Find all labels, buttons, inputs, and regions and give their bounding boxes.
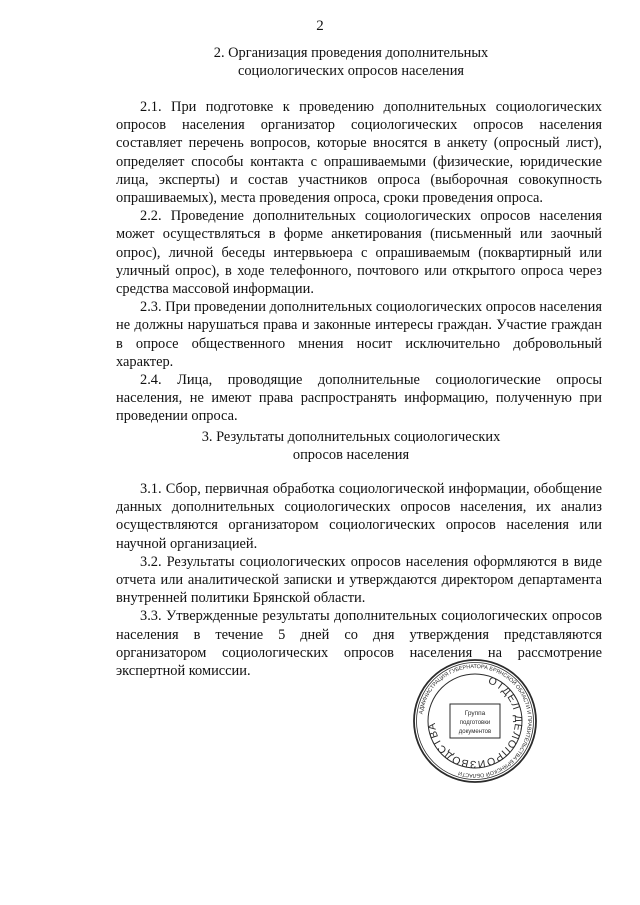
- section-3-title-line-1: 3. Результаты дополнительных социологических: [201, 429, 501, 445]
- paragraph-3-1: 3.1. Сбор, первичная обработка социологической информации, обобщение данных дополнительных социологических опросов населения, их анализ осуществляются организатором социологических опросов населения или научной организацией.: [116, 481, 602, 552]
- stamp-outer-text: АДМИНИСТРАЦИЯ ГУБЕРНАТОРА БРЯНСКОЙ ОБЛАСТИ И ПРАВИТЕЛЬСТВА БРЯНСКОЙ ОБЛАСТИ: [418, 663, 533, 779]
- paragraph-3-3: 3.3. Утвержденные результаты дополнительных социологических опросов населения в течение 5 дней со дня утверждения представляются организатором социологических опросов населения на рассмотрение экспертной комиссии.: [116, 608, 602, 680]
- section-2-body: [116, 98, 602, 426]
- paragraph-2-2: 2.2. Проведение дополнительных социологических опросов населения может осуществляться в форме анкетирования (письменный или заочный опрос), личной беседы интервьюера с опрашиваемым (поквартирный или уличный опрос), в ходе телефонного, почтового или открытого опроса через средства массовой информации.: [116, 208, 602, 298]
- stamp-center-line-3: документов: [458, 729, 492, 735]
- stamp-inner-text: ОТДЕЛ ДЕЛОПРОИЗВОДСТВА: [425, 674, 525, 771]
- stamp-center-line-1: Группа: [464, 710, 486, 717]
- paragraph-2-4: 2.4. Лица, проводящие дополнительные социологические опросы населения, не имеют права распространять информацию, полученную при проведении опроса.: [116, 372, 602, 425]
- paragraph-2-1: 2.1. При подготовке к проведению дополнительных социологических опросов населения организатор социологических опросов населения составляет перечень вопросов, которые вносятся в анкету (опросный лист), определяет способы контакта с опрашиваемыми (физические, юридические лица, эксперты) и состав участников опроса (выборочная совокупность опрашиваемых), места проведения опроса, сроки проведения опроса.: [116, 99, 602, 207]
- stamp-center-line-2: подготовки: [459, 720, 491, 726]
- section-2-title-line-1: 2. Организация проведения дополнительных: [213, 45, 489, 61]
- paragraph-2-3: 2.3. При проведении дополнительных социологических опросов населения не должны нарушаться права и законные интересы граждан. Участие граждан в опросе общественного мнения носит исключительно добровольный характер.: [116, 299, 602, 370]
- section-2-heading: [116, 44, 586, 80]
- page-number: 2: [316, 18, 324, 34]
- section-3-body: [116, 480, 602, 680]
- paragraph-3-2: 3.2. Результаты социологических опросов населения оформляются в виде отчета или аналитической записки и утверждаются директором департамента внутренней политики Брянской области.: [116, 553, 602, 607]
- official-stamp: [412, 658, 538, 784]
- section-3-title-line-2: опросов населения: [292, 447, 410, 463]
- section-3-heading: [116, 428, 586, 464]
- section-2-title-line-2: социологических опросов населения: [237, 63, 465, 79]
